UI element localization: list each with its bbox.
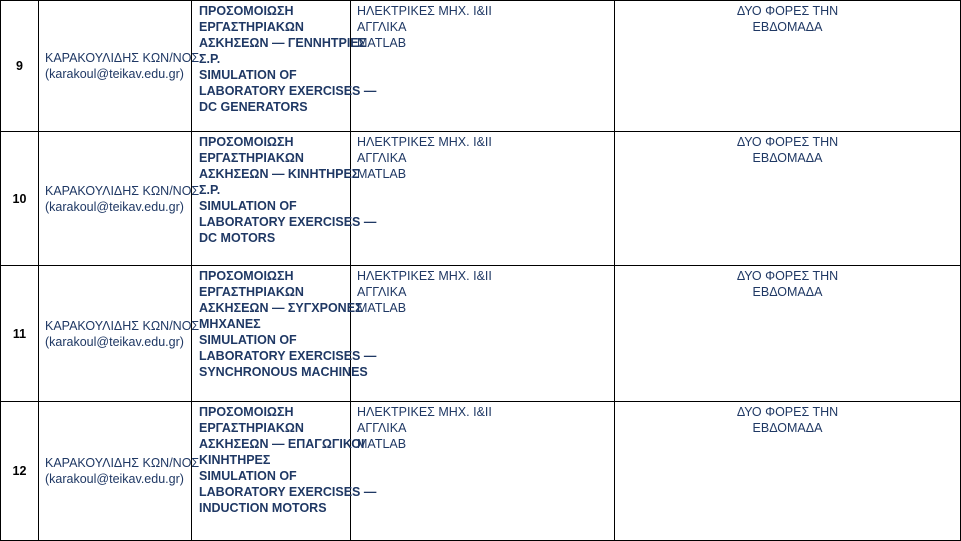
title-line: ΑΣΚΗΣΕΩΝ — ΓΕΝΝΗΤΡΙΕΣ — [199, 36, 367, 50]
frequency-line: ΕΒΔΟΜΑΔΑ — [752, 421, 823, 435]
title-line: SIMULATION OF — [199, 68, 297, 82]
frequency-line: ΕΒΔΟΜΑΔΑ — [752, 285, 823, 299]
frequency-line: ΔΥΟ ΦΟΡΕΣ ΤΗΝ — [736, 269, 839, 283]
course-line: ΑΓΓΛΙΚΑ — [357, 285, 407, 299]
title-line: LABORATORY EXERCISES — — [199, 84, 377, 98]
table-row — [1, 266, 961, 402]
instructor-cell — [39, 132, 200, 266]
frequency-cell — [615, 132, 961, 266]
course-cell — [351, 132, 615, 266]
title-line: SIMULATION OF — [199, 333, 297, 347]
course-line: ΗΛΕΚΤΡΙΚΕΣ ΜΗΧ. Ι&ΙΙ — [357, 269, 492, 283]
course-cell — [351, 266, 615, 402]
title-line: ΜΗΧΑΝΕΣ — [199, 317, 261, 331]
course-line: MATLAB — [357, 167, 407, 181]
course-cell — [351, 402, 615, 541]
frequency-line: ΔΥΟ ΦΟΡΕΣ ΤΗΝ — [736, 135, 839, 149]
instructor-name: ΚΑΡΑΚΟΥΛΙΔΗΣ ΚΩΝ/ΝΟΣ — [45, 318, 200, 333]
instructor-name: ΚΑΡΑΚΟΥΛΙΔΗΣ ΚΩΝ/ΝΟΣ — [45, 456, 200, 470]
title-line: SYNCHRONOUS MACHINES — [199, 365, 368, 379]
instructor-email: (karakoul@teikav.edu.gr) — [45, 334, 184, 349]
row-number-text: 12 — [12, 464, 27, 478]
instructor-email: (karakoul@teikav.edu.gr) — [45, 199, 184, 214]
frequency-cell — [615, 266, 961, 402]
frequency-line: ΕΒΔΟΜΑΔΑ — [752, 151, 823, 165]
title-cell — [192, 1, 377, 132]
title-cell — [192, 266, 377, 402]
title-line: Σ.Ρ. — [199, 183, 221, 197]
row-number-text: 11 — [12, 326, 27, 341]
title-line: ΚΙΝΗΤΗΡΕΣ — [199, 453, 271, 467]
table-row — [1, 132, 961, 266]
table-row — [1, 1, 961, 132]
title-line: SIMULATION OF — [199, 199, 297, 213]
title-cell — [192, 132, 377, 266]
row-number-text: 10 — [12, 191, 27, 206]
frequency-cell — [615, 402, 961, 541]
instructor-cell — [39, 266, 200, 402]
title-line: LABORATORY EXERCISES — — [199, 349, 377, 363]
table-body — [1, 1, 961, 541]
title-line: DC GENERATORS — [199, 100, 308, 114]
title-line: ΠΡΟΣΟΜΟΙΩΣΗ — [199, 269, 294, 283]
instructor-name: ΚΑΡΑΚΟΥΛΙΔΗΣ ΚΩΝ/ΝΟΣ — [45, 183, 200, 198]
instructor-cell — [39, 402, 200, 541]
frequency-line: ΕΒΔΟΜΑΔΑ — [752, 20, 823, 34]
row-number — [1, 266, 39, 402]
course-line: MATLAB — [357, 301, 407, 315]
title-line: ΕΡΓΑΣΤΗΡΙΑΚΩΝ — [199, 285, 304, 299]
frequency-line: ΔΥΟ ΦΟΡΕΣ ΤΗΝ — [736, 405, 839, 419]
title-line: ΑΣΚΗΣΕΩΝ — ΣΥΓΧΡΟΝΕΣ — [199, 301, 363, 315]
row-number-text: 9 — [16, 59, 23, 73]
title-line: ΕΡΓΑΣΤΗΡΙΑΚΩΝ — [199, 20, 304, 34]
frequency-line: ΔΥΟ ΦΟΡΕΣ ΤΗΝ — [736, 4, 839, 18]
course-line: MATLAB — [357, 437, 407, 451]
title-line: ΠΡΟΣΟΜΟΙΩΣΗ — [199, 4, 294, 18]
course-line: ΑΓΓΛΙΚΑ — [357, 20, 407, 34]
title-line: ΑΣΚΗΣΕΩΝ — ΕΠΑΓΩΓΙΚΟΙ — [199, 437, 365, 451]
title-line: INDUCTION MOTORS — [199, 501, 327, 515]
course-line: ΑΓΓΛΙΚΑ — [357, 151, 407, 165]
row-number — [1, 1, 39, 132]
title-line: ΠΡΟΣΟΜΟΙΩΣΗ — [199, 405, 294, 419]
row-number — [1, 402, 39, 541]
title-cell — [192, 402, 377, 541]
title-line: Σ.Ρ. — [199, 52, 221, 66]
course-line: ΗΛΕΚΤΡΙΚΕΣ ΜΗΧ. Ι&ΙΙ — [357, 4, 492, 18]
instructor-name: ΚΑΡΑΚΟΥΛΙΔΗΣ ΚΩΝ/ΝΟΣ — [45, 51, 200, 65]
title-line: ΕΡΓΑΣΤΗΡΙΑΚΩΝ — [199, 421, 304, 435]
course-line: ΑΓΓΛΙΚΑ — [357, 421, 407, 435]
title-line: ΑΣΚΗΣΕΩΝ — ΚΙΝΗΤΗΡΕΣ — [199, 167, 360, 181]
title-line: LABORATORY EXERCISES — — [199, 215, 377, 229]
title-line: DC MOTORS — [199, 231, 276, 245]
row-number — [1, 132, 39, 266]
course-cell — [351, 1, 615, 132]
course-line: MATLAB — [357, 36, 407, 50]
title-line: LABORATORY EXERCISES — — [199, 485, 377, 499]
course-line: ΗΛΕΚΤΡΙΚΕΣ ΜΗΧ. Ι&ΙΙ — [357, 135, 492, 149]
instructor-cell — [39, 1, 200, 132]
course-line: ΗΛΕΚΤΡΙΚΕΣ ΜΗΧ. Ι&ΙΙ — [357, 405, 492, 419]
instructor-email: (karakoul@teikav.edu.gr) — [45, 67, 184, 81]
title-line: ΕΡΓΑΣΤΗΡΙΑΚΩΝ — [199, 151, 304, 165]
frequency-cell — [615, 1, 961, 132]
instructor-email: (karakoul@teikav.edu.gr) — [45, 472, 184, 486]
title-line: ΠΡΟΣΟΜΟΙΩΣΗ — [199, 135, 294, 149]
table-row — [1, 402, 961, 541]
title-line: SIMULATION OF — [199, 469, 297, 483]
